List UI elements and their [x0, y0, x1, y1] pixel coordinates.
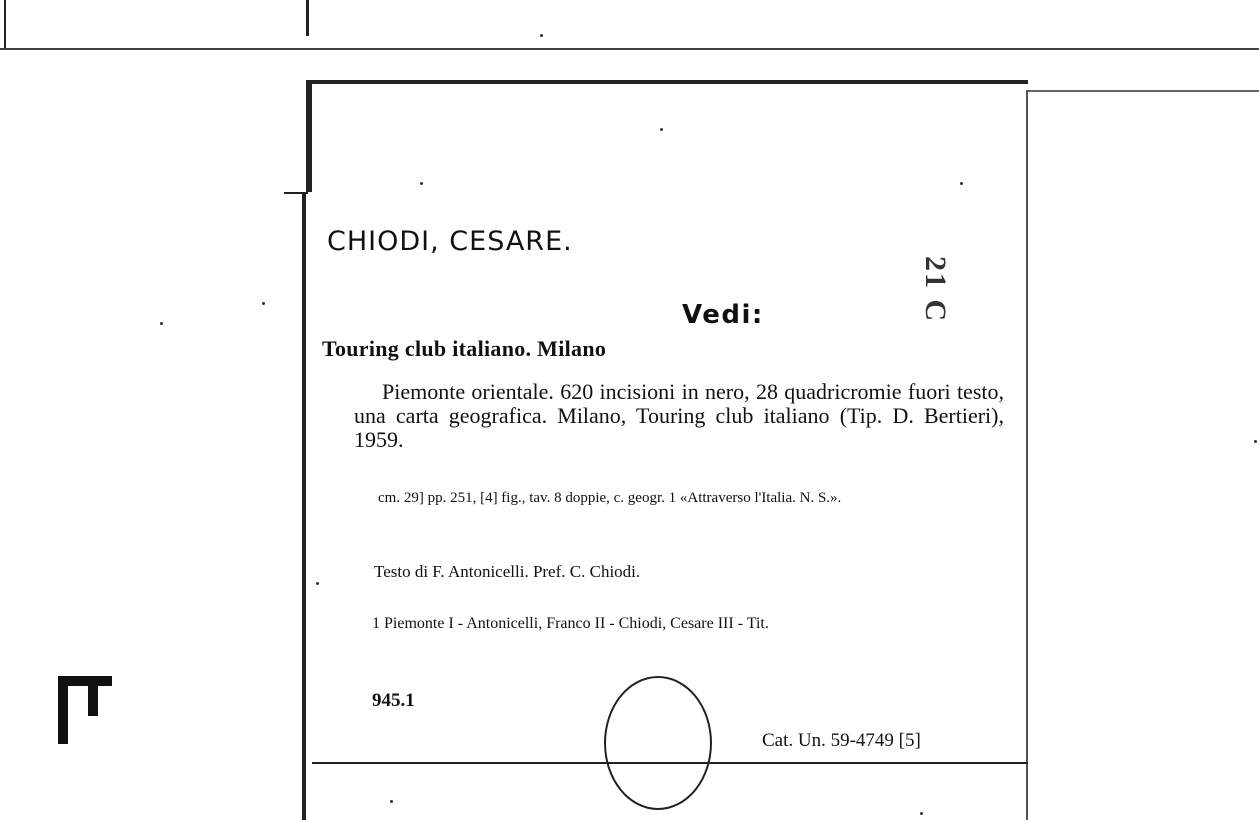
speckle: [960, 182, 963, 185]
card-top-border-right: [1028, 90, 1259, 92]
margin-mark: [58, 668, 118, 744]
classification-number: 945.1: [372, 690, 415, 711]
card-heading: CHIODI, CESARE.: [327, 226, 573, 257]
speckle: [1254, 440, 1257, 443]
card-left-border: [306, 80, 312, 192]
speckle: [160, 322, 163, 325]
title-statement: Piemonte orientale. 620 incisioni in nero, 28 quadricromie fuori testo, una carta geografica. Milano, Touring club italiano (Tip. D. Bertieri), 1959.: [354, 379, 1004, 452]
left-tick: [284, 192, 308, 194]
speckle: [540, 34, 543, 37]
see-reference-label: Vedi:: [682, 300, 764, 330]
speckle: [420, 182, 423, 185]
catalog-number: Cat. Un. 59-4749 [5]: [762, 730, 921, 751]
top-left-box: [4, 0, 6, 48]
card-top-border: [308, 80, 1028, 84]
collation: cm. 29] pp. 251, [4] fig., tav. 8 doppie, c. geogr. 1 «Attraverso l'Italia. N. S.».: [378, 490, 842, 506]
main-entry: Touring club italiano. Milano: [322, 336, 607, 361]
top-left-border: [0, 48, 1259, 50]
card-left-border-lower: [302, 192, 306, 820]
card-right-border: [1026, 90, 1028, 820]
speckle: [316, 582, 319, 585]
call-number: 21 C: [919, 256, 952, 324]
punch-hole: [604, 676, 712, 810]
contents-note: Testo di F. Antonicelli. Pref. C. Chiodi.: [374, 562, 641, 581]
tracings: 1 Piemonte I - Antonicelli, Franco II - Chiodi, Cesare III - Tit.: [372, 615, 769, 632]
speckle: [920, 812, 923, 815]
top-left-box-right: [306, 0, 309, 36]
speckle: [262, 302, 265, 305]
speckle: [390, 800, 393, 803]
speckle: [660, 128, 663, 131]
